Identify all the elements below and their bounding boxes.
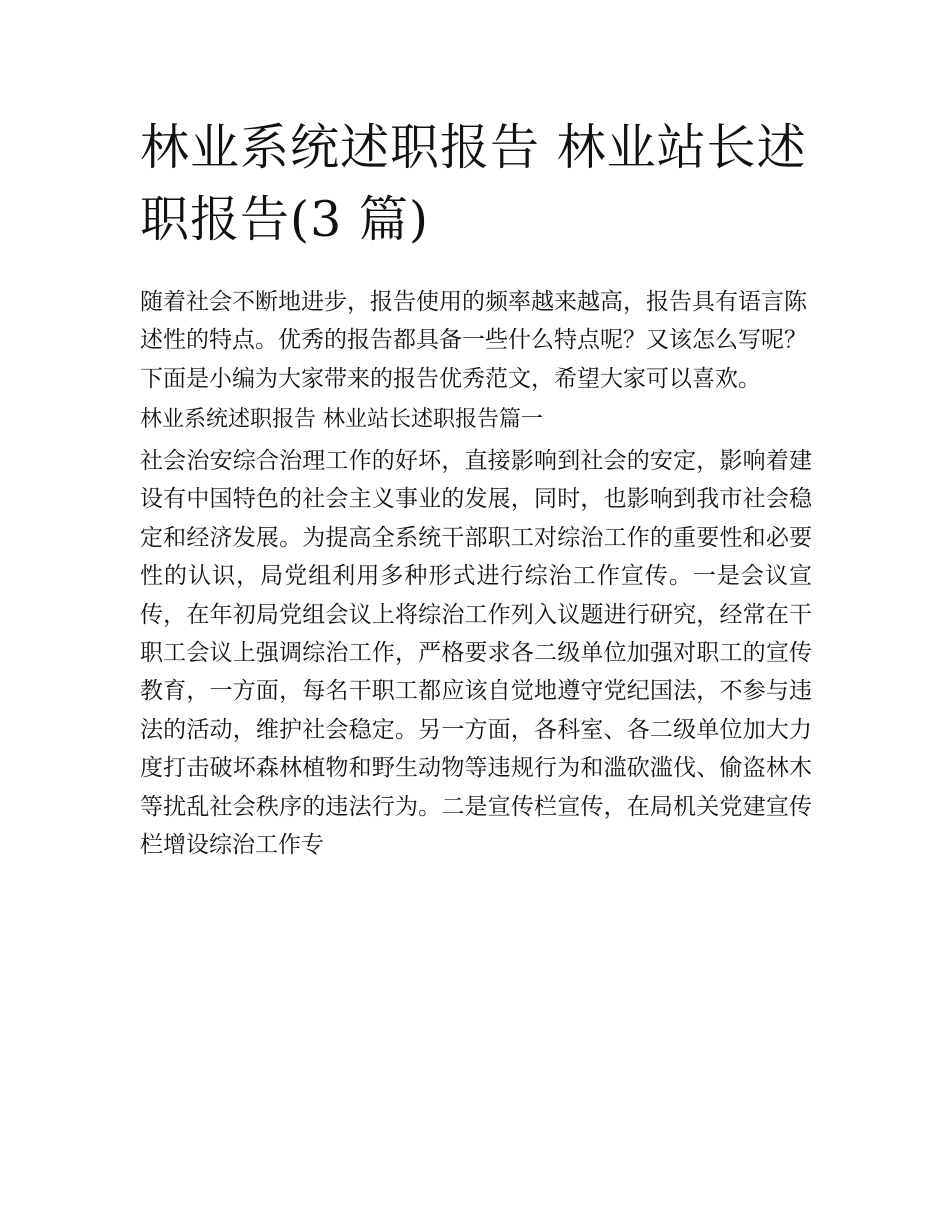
title-line-2: 职报告(3 篇) (140, 191, 429, 248)
body-paragraph: 社会治安综合治理工作的好坏，直接影响到社会的安定，影响着建设有中国特色的社会主义事业的发展，同时，也影响到我市社会稳定和经济发展。为提高全系统干部职工对综治工作的重要性和必要性的认识，局党组利用多种形式进行综治工作宣传。一是会议宣传，在年初局党组会议上将综治工作列入议题进行研究，经常在干职工会议上强调综治工作，严格要求各二级单位加强对职工的宣传教育，一方面，每名干职工都应该自觉地遵守党纪国法，不参与违法的活动，维护社会稳定。另一方面，各科室、各二级单位加大力度打击破坏森林植物和野生动物等违规行为和滥砍滥伐、偷盗林木等扰乱社会秩序的违法行为。二是宣传栏宣传，在局机关党建宣传栏增设综治工作专 (140, 447, 812, 858)
document-title (140, 112, 812, 256)
section-heading: 林业系统述职报告 林业站长述职报告篇一 (140, 406, 543, 432)
title-line-1: 林业系统述职报告 林业站长述 (140, 119, 807, 176)
document-page (140, 112, 812, 864)
intro-paragraph: 随着社会不断地进步，报告使用的频率越来越高，报告具有语言陈述性的特点。优秀的报告都具备一些什么特点呢？又该怎么写呢？下面是小编为大家带来的报告优秀范文，希望大家可以喜欢。 (140, 289, 807, 392)
